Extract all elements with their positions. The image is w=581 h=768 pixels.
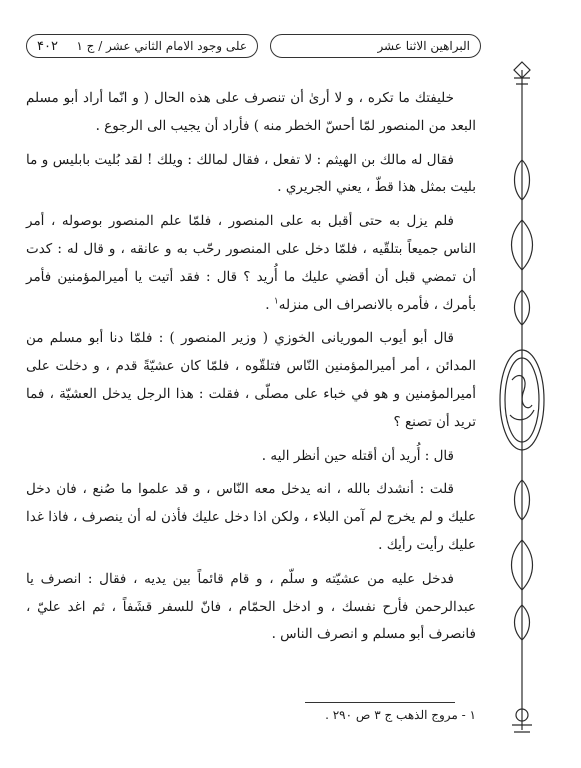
paragraph-1: خليفتك ما تكره ، و لا أرىٰ أن تنصرف على هذه الحال ( و انّما أراد أبو مسلم البعد من المنصور لمّا أحسّ الخطر منه ) فأراد أن يجيب الى الرجوع . (26, 90, 476, 134)
book-title: البراهين الاثنا عشر (377, 39, 470, 53)
decorative-border-ornament (498, 60, 546, 740)
page-number: ۴۰۲ (37, 38, 58, 54)
paragraph-3: فلم يزل به حتى أقبل به على المنصور ، فلمّا علم المنصور بوصوله ، أمر الناس جميعاً بتلقّيه ، فلمّا دخل على المنصور رحّب به و عانقه ، و قال له : كدت أن تمضي قبل أن أقضي عليك ما أُريد ؟ قال : فقد أتيت يا أميرالمؤمنين فأمر بأمرك ، فأمره بالانصراف الى منزله$^١$ . (26, 213, 476, 313)
paragraph-2: فقال له مالك بن الهيثم : لا تفعل ، فقال لمالك : ويلك ! لقد بُليت بابليس و ما بليت بمثل هذا قطّ ، يعني الجريري . (26, 151, 476, 196)
paragraph-5: قال : أُريد أن أقتله حين أنظر اليه . (261, 447, 454, 464)
paragraph-4: قال أبو أيوب الموريانى الخوزي ( وزير المنصور ) : فلمّا دنا أبو مسلم من المدائن ، أمر أميرالمؤمنين النّاس فتلقّوه ، فلمّا كان عشيّةً قدم ، و دخلت على أميرالمؤمنين و هو في خباء على مصلّى ، فقلت : هذا الرجل يدخل العشيّة ، فما تريد أن تصنع ؟ (26, 330, 476, 430)
main-text (26, 85, 476, 655)
footnote-divider (305, 702, 455, 703)
running-header-right (270, 34, 481, 58)
paragraph-7: فدخل عليه من عشيّته و سلّم ، و قام قائماً بين يديه ، فقال : انصرف يا عبدالرحمن فأرح نفسك ، و ادخل الحمّام ، فانّ للسفر قشَفاً ، ثم اغد عليّ ، فانصرف أبو مسلم و انصرف الناس . (26, 570, 476, 643)
paragraph-6: قلت : أنشدك بالله ، انه يدخل معه النّاس ، و قد علموا ما صُنع ، فان دخل عليك و لم يخرج لم آمن البلاء ، ولكن اذا دخل عليك فأذن له أن ينصرف ، فاذا غدا عليك رأيت رأيك . (26, 481, 476, 553)
footnote-marker: ١ (273, 296, 279, 307)
footnote: ١ - مروج الذهب ج ٣ ص ٢٩٠ . (325, 708, 476, 722)
paragraph-3-text: فلم يزل به حتى أقبل به على المنصور ، فلمّا علم المنصور بوصوله ، أمر الناس جميعاً بتلقّيه ، فلمّا دخل على المنصور رحّب به و عانقه ، و قال له : كدت أن تمضي قبل أن أقضي عليك ما أُريد ؟ قال : فقد أتيت يا أميرالمؤمنين فأمر بأمرك ، فأمره بالانصراف الى منزله (26, 213, 476, 313)
chapter-title: على وجود الامام الثاني عشر / ج ١ (76, 39, 247, 53)
running-header-left (26, 34, 258, 58)
